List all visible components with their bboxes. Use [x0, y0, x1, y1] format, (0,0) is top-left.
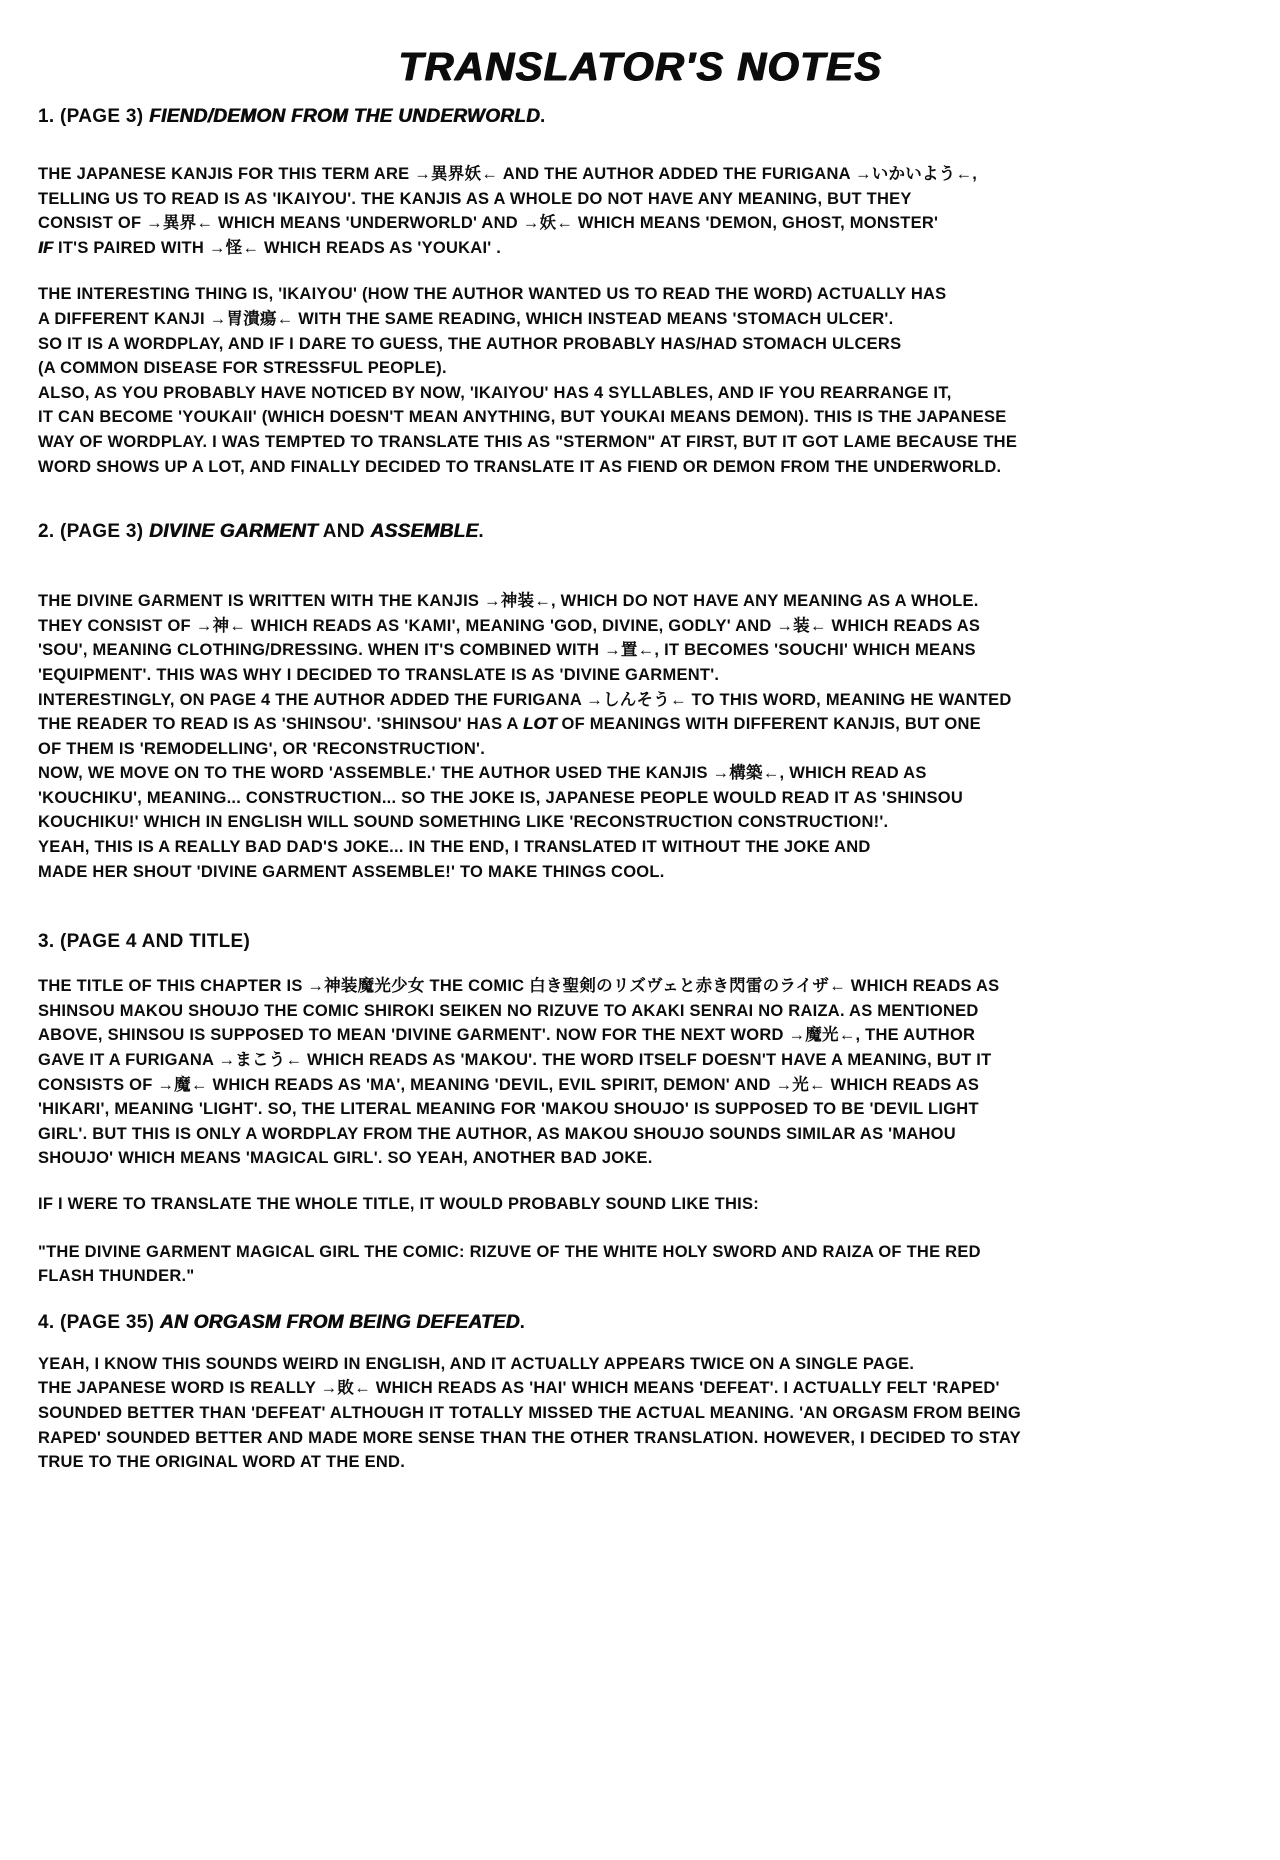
emphasized-text: AN ORGASM FROM BEING DEFEATED [159, 1311, 520, 1333]
text-line [38, 1240, 1242, 1265]
emphasized-text: DIVINE GARMENT [148, 521, 318, 543]
text-segment: SHOUJO' WHICH MEANS 'MAGICAL GIRL'. SO YEAH, ANOTHER BAD JOKE. [38, 1149, 653, 1168]
text-segment: GAVE IT A FURIGANA →まこう← WHICH READS AS 'MAKOU'. THE WORD ITSELF DOESN'T HAVE A MEANING, BUT IT [38, 1051, 992, 1070]
text-segment: OF MEANINGS WITH DIFFERENT KANJIS, BUT ONE [556, 715, 981, 734]
text-line [38, 1401, 1242, 1426]
text-line [38, 663, 1242, 688]
note-section-4 [38, 1310, 1242, 1475]
text-segment: THE DIVINE GARMENT IS WRITTEN WITH THE KANJIS →神装←, WHICH DO NOT HAVE ANY MEANING AS A WHOLE. [38, 592, 979, 611]
text-line [38, 162, 1242, 187]
paragraph [38, 589, 1242, 884]
paragraph [38, 1240, 1242, 1289]
text-line [38, 1048, 1242, 1073]
text-line [38, 589, 1242, 614]
text-segment: IF I WERE TO TRANSLATE THE WHOLE TITLE, IT WOULD PROBABLY SOUND LIKE THIS: [38, 1195, 759, 1213]
page-title: TRANSLATOR'S NOTES [398, 45, 882, 89]
text-segment: THE JAPANESE KANJIS FOR THIS TERM ARE →異界妖← AND THE AUTHOR ADDED THE FURIGANA →いかいよう←, [38, 165, 978, 183]
text-segment: GIRL'. BUT THIS IS ONLY A WORDPLAY FROM THE AUTHOR, AS MAKOU SHOUJO SOUNDS SIMILAR AS 'MAHOU [38, 1124, 956, 1143]
text-segment: (A COMMON DISEASE FOR STRESSFUL PEOPLE). [38, 359, 447, 378]
paragraph [38, 974, 1242, 1171]
text-line [38, 974, 1242, 999]
text-segment: 2. (PAGE 3) [38, 521, 149, 543]
text-segment: 'EQUIPMENT'. THIS WAS WHY I DECIDED TO TRANSLATE IS AS 'DIVINE GARMENT'. [38, 665, 720, 684]
text-segment: AND [317, 521, 371, 543]
translators-notes-page [0, 44, 1280, 1860]
text-segment: IT'S PAIRED WITH →怪← WHICH READS AS 'YOUKAI' . [53, 238, 502, 257]
text-segment: THEY CONSIST OF →神← WHICH READS AS 'KAMI', MEANING 'GOD, DIVINE, GODLY' AND →装← WHICH READS AS [38, 616, 981, 635]
text-segment: 4. (PAGE 35) [38, 1311, 160, 1333]
text-segment: OF THEM IS 'REMODELLING', OR 'RECONSTRUCTION'. [38, 739, 486, 758]
text-line [38, 638, 1242, 663]
text-segment: ALSO, AS YOU PROBABLY HAVE NOTICED BY NOW, 'IKAIYOU' HAS 4 SYLLABLES, AND IF YOU REARRANGE IT, [38, 383, 952, 402]
text-segment: IT CAN BECOME 'YOUKAII' (WHICH DOESN'T MEAN ANYTHING, BUT YOUKAI MEANS DEMON). THIS IS THE JAPANESE [38, 408, 1007, 427]
text-line [38, 1426, 1242, 1451]
section-heading [38, 104, 1242, 130]
text-line [38, 786, 1242, 811]
emphasized-text: FIEND/DEMON FROM THE UNDERWORLD [148, 106, 540, 127]
section-heading [38, 519, 1242, 545]
paragraph [38, 1352, 1242, 1475]
text-line [38, 860, 1242, 885]
text-segment: THE JAPANESE WORD IS REALLY →敗← WHICH READS AS 'HAI' WHICH MEANS 'DEFEAT'. I ACTUALLY FELT 'RAPED' [38, 1379, 1000, 1398]
text-segment: NOW, WE MOVE ON TO THE WORD 'ASSEMBLE.' THE AUTHOR USED THE KANJIS →構築←, WHICH READ AS [38, 764, 927, 783]
paragraph [38, 162, 1242, 260]
text-segment: WORD SHOWS UP A LOT, AND FINALLY DECIDED TO TRANSLATE IT AS FIEND OR DEMON FROM THE UNDERWORLD. [38, 457, 1002, 476]
note-section-1 [38, 104, 1242, 479]
text-segment: A DIFFERENT KANJI →胃潰瘍← WITH THE SAME READING, WHICH INSTEAD MEANS 'STOMACH ULCER'. [38, 309, 894, 328]
text-segment: RAPED' SOUNDED BETTER AND MADE MORE SENSE THAN THE OTHER TRANSLATION. HOWEVER, I DECIDED TO STAY [38, 1428, 1021, 1447]
text-segment: CONSIST OF →異界← WHICH MEANS 'UNDERWORLD' AND →妖← WHICH MEANS 'DEMON, GHOST, MONSTER' [38, 214, 939, 233]
note-section-2 [38, 519, 1242, 884]
text-line [38, 1192, 1242, 1217]
text-line [38, 1376, 1242, 1401]
section-heading [38, 1310, 1242, 1336]
text-line [38, 1023, 1242, 1048]
text-segment: SO IT IS A WORDPLAY, AND IF I DARE TO GUESS, THE AUTHOR PROBABLY HAS/HAD STOMACH ULCERS [38, 334, 902, 353]
text-segment: . [519, 1311, 526, 1333]
text-segment: ABOVE, SHINSOU IS SUPPOSED TO MEAN 'DIVINE GARMENT'. NOW FOR THE NEXT WORD →魔光←, THE AUTHOR [38, 1026, 976, 1045]
text-segment: INTERESTINGLY, ON PAGE 4 THE AUTHOR ADDED THE FURIGANA →しんそう← TO THIS WORD, MEANING HE WANTED [38, 690, 1012, 709]
text-segment: THE READER TO READ IS AS 'SHINSOU'. 'SHINSOU' HAS A [38, 715, 523, 734]
text-line [38, 381, 1242, 406]
text-segment: TRUE TO THE ORIGINAL WORD AT THE END. [38, 1453, 406, 1472]
text-line [38, 307, 1242, 332]
emphasized-text: IF [38, 238, 54, 257]
text-segment: 'HIKARI', MEANING 'LIGHT'. SO, THE LITERAL MEANING FOR 'MAKOU SHOUJO' IS SUPPOSED TO BE 'DEVIL LIGHT [38, 1100, 979, 1119]
text-segment: "THE DIVINE GARMENT MAGICAL GIRL THE COMIC: RIZUVE OF THE WHITE HOLY SWORD AND RAIZA OF THE RED [38, 1242, 981, 1261]
text-segment: . [540, 106, 546, 127]
text-segment: SOUNDED BETTER THAN 'DEFEAT' ALTHOUGH IT TOTALLY MISSED THE ACTUAL MEANING. 'AN ORGASM FROM BEING [38, 1403, 1021, 1422]
text-segment: . [478, 521, 484, 543]
text-line [38, 1073, 1242, 1098]
text-segment: CONSISTS OF →魔← WHICH READS AS 'MA', MEANING 'DEVIL, EVIL SPIRIT, DEMON' AND →光← WHICH READS AS [38, 1075, 980, 1094]
paragraph [38, 1192, 1242, 1217]
text-segment: YEAH, I KNOW THIS SOUNDS WEIRD IN ENGLISH, AND IT ACTUALLY APPEARS TWICE ON A SINGLE PAGE. [38, 1354, 915, 1373]
text-line [38, 1352, 1242, 1377]
text-line [38, 455, 1242, 480]
text-line [38, 688, 1242, 713]
text-segment: TELLING US TO READ IS AS 'IKAIYOU'. THE KANJIS AS A WHOLE DO NOT HAVE ANY MEANING, BUT THEY [38, 189, 912, 208]
text-line [38, 211, 1242, 236]
text-line [38, 810, 1242, 835]
text-line [38, 1146, 1242, 1171]
text-segment: WAY OF WORDPLAY. I WAS TEMPTED TO TRANSLATE THIS AS "STERMON" AT FIRST, BUT IT GOT LAME BECAUSE THE [38, 432, 1018, 451]
emphasized-text: ASSEMBLE [370, 521, 479, 543]
text-line [38, 332, 1242, 357]
text-segment: 'SOU', MEANING CLOTHING/DRESSING. WHEN IT'S COMBINED WITH →置←, IT BECOMES 'SOUCHI' WHICH MEANS [38, 641, 976, 660]
section-heading [38, 929, 1242, 955]
text-line [38, 187, 1242, 212]
text-segment: 3. (PAGE 4 AND TITLE) [38, 931, 251, 953]
text-line [38, 405, 1242, 430]
text-line [38, 236, 1242, 261]
text-line [38, 1097, 1242, 1122]
text-segment: SHINSOU MAKOU SHOUJO THE COMIC SHIROKI SEIKEN NO RIZUVE TO AKAKI SENRAI NO RAIZA. AS MENTIONED [38, 1001, 979, 1020]
text-line [38, 430, 1242, 455]
text-segment: 1. (PAGE 3) [38, 106, 149, 127]
text-line [38, 1122, 1242, 1147]
paragraph [38, 282, 1242, 479]
text-segment: MADE HER SHOUT 'DIVINE GARMENT ASSEMBLE!' TO MAKE THINGS COOL. [38, 862, 665, 881]
text-line [38, 282, 1242, 307]
text-line [38, 999, 1242, 1024]
text-line [38, 712, 1242, 737]
text-line [38, 737, 1242, 762]
text-segment: 'KOUCHIKU', MEANING... CONSTRUCTION... SO THE JOKE IS, JAPANESE PEOPLE WOULD READ IT AS 'SHINSOU [38, 788, 964, 807]
text-segment: FLASH THUNDER." [38, 1267, 195, 1286]
notes-body [38, 104, 1242, 1475]
emphasized-text: LOT [522, 715, 557, 734]
text-line [38, 356, 1242, 381]
text-line [38, 761, 1242, 786]
text-segment: YEAH, THIS IS A REALLY BAD DAD'S JOKE... IN THE END, I TRANSLATED IT WITHOUT THE JOKE AND [38, 838, 871, 857]
text-segment: THE INTERESTING THING IS, 'IKAIYOU' (HOW THE AUTHOR WANTED US TO READ THE WORD) ACTUALLY HAS [38, 285, 947, 304]
note-section-3 [38, 929, 1242, 1289]
text-line [38, 1264, 1242, 1289]
text-segment: KOUCHIKU!' WHICH IN ENGLISH WILL SOUND SOMETHING LIKE 'RECONSTRUCTION CONSTRUCTION!'. [38, 813, 889, 832]
text-line [38, 614, 1242, 639]
text-line [38, 1450, 1242, 1475]
text-segment: THE TITLE OF THIS CHAPTER IS →神装魔光少女 THE COMIC 白き聖剣のリズヴェと赤き閃雷のライザ← WHICH READS AS [38, 977, 1000, 996]
text-line [38, 835, 1242, 860]
